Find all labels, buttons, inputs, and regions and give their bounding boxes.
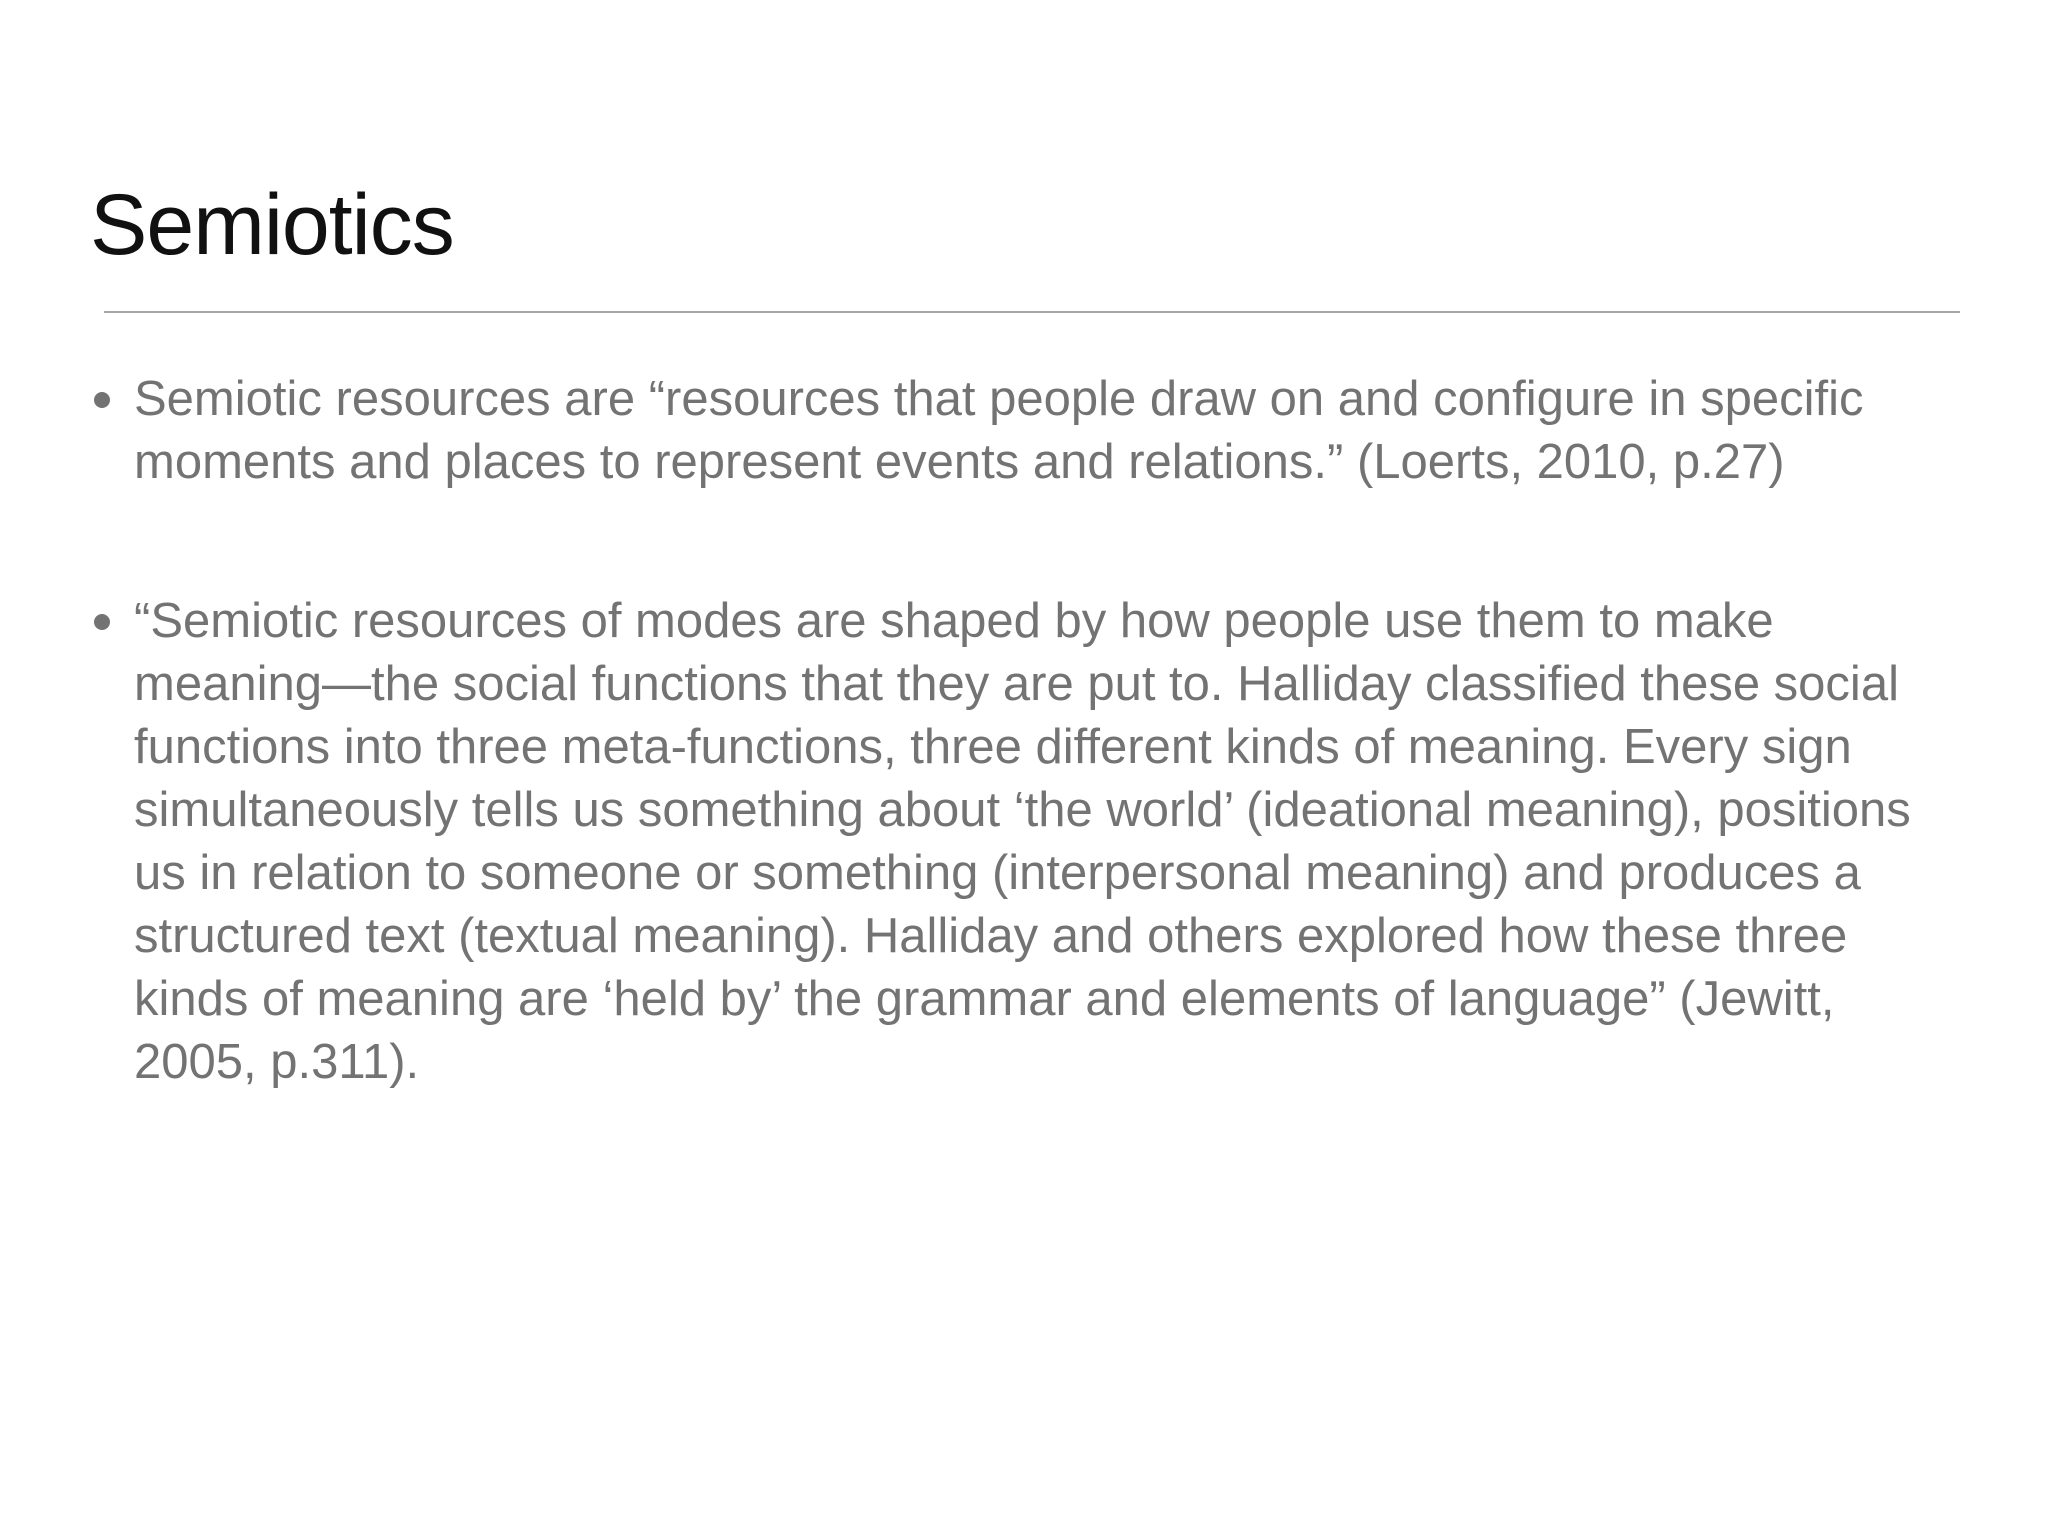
bullet-item-1	[90, 368, 1970, 494]
bullet-list	[90, 368, 1970, 1094]
bullet-dot-icon	[94, 614, 110, 630]
bullet-text-2: “Semiotic resources of modes are shaped by how people use them to make meaning—the social functions that they are put to. Halliday classified these social functions into three meta-functions, three different kinds of meaning. Every sign simultaneously tells us something about ‘the world’ (ideational meaning), positions us in relation to someone or something (interpersonal meaning) and produces a structured text (textual meaning). Halliday and others explored how these three kinds of meaning are ‘held by’ the grammar and elements of language” (Jewitt, 2005, p.311).	[134, 594, 1911, 1089]
title-divider	[104, 311, 1960, 313]
bullet-text-1: Semiotic resources are “resources that people draw on and configure in specific moments and places to represent events and relations.” (Loerts, 2010, p.27)	[134, 372, 1864, 489]
bullet-dot-icon	[94, 392, 110, 408]
bullet-item-2	[90, 590, 1970, 1094]
slide-title: Semiotics	[90, 177, 454, 273]
